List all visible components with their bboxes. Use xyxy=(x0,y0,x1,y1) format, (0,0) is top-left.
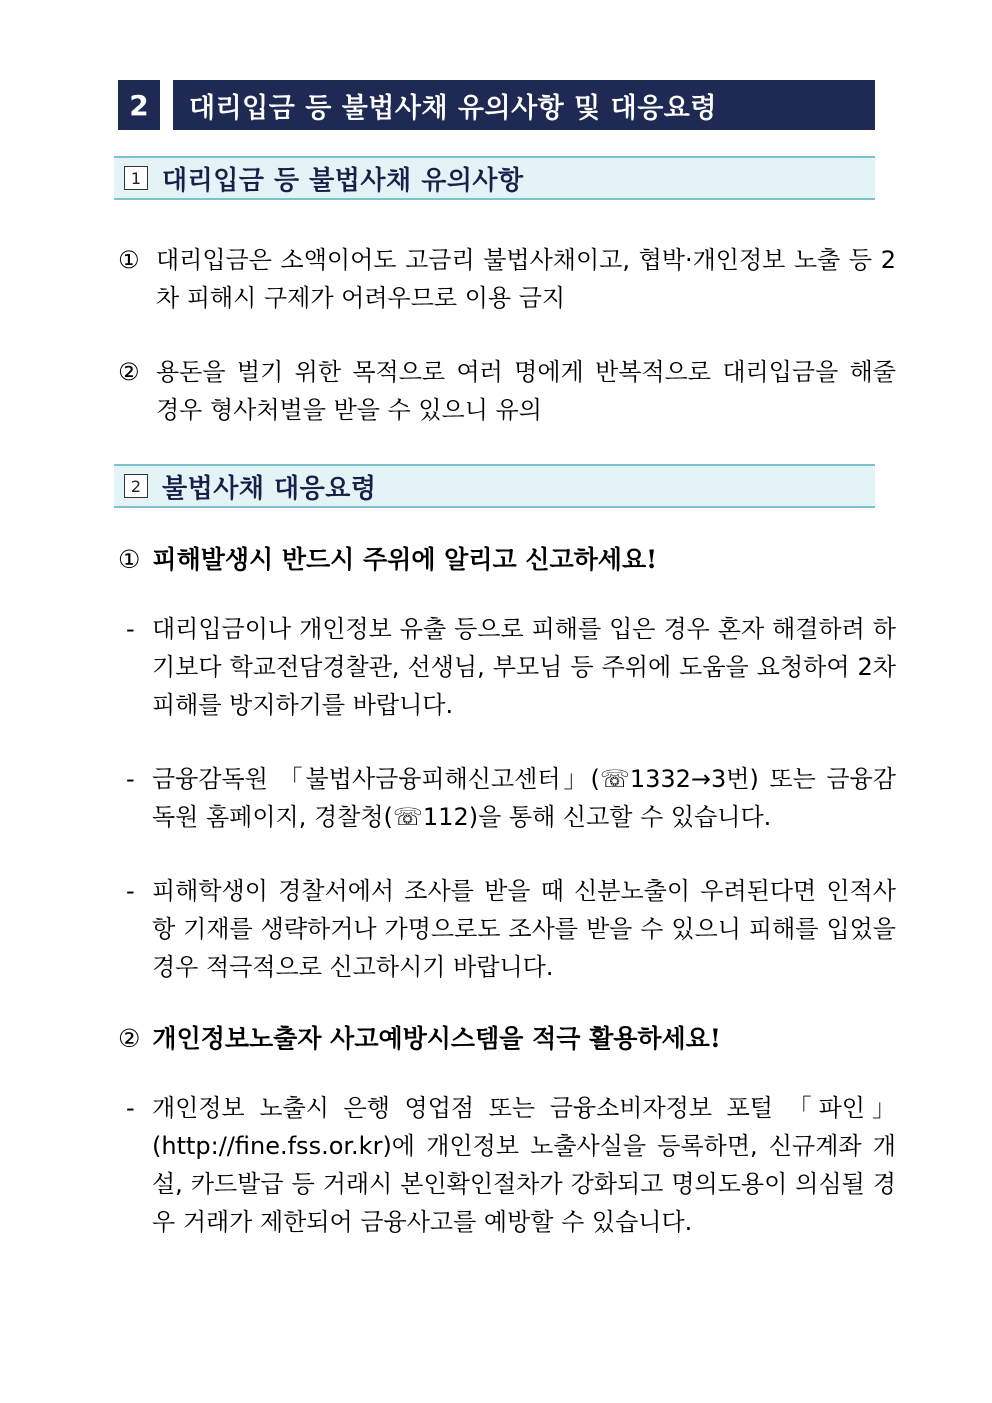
subsection-title-1: 대리입금 등 불법사채 유의사항 xyxy=(162,165,524,196)
subsection-header-1 xyxy=(114,156,875,200)
caution-item-1 xyxy=(118,241,896,317)
bullet-text: 피해학생이 경찰서에서 조사를 받을 때 신분노출이 우려된다면 인적사항 기재를 생략하거나 가명으로도 조사를 받을 수 있으니 피해를 입었을 경우 적극적으로 신고하시기 바랍니다. xyxy=(152,877,896,981)
response-heading-2 xyxy=(118,1020,896,1058)
bullet-dash: - xyxy=(126,615,135,643)
bullet-text: 금융감독원 「불법사금융피해신고센터」(☏1332→3번) 또는 금융감독원 홈페이지, 경찰청(☏112)을 통해 신고할 수 있습니다. xyxy=(152,765,896,831)
heading-mark: ① xyxy=(118,545,141,574)
response-bullet-4 xyxy=(126,1089,896,1241)
subsection-title-2: 불법사채 대응요령 xyxy=(162,473,377,504)
heading-text: 피해발생시 반드시 주위에 알리고 신고하세요! xyxy=(152,545,658,574)
section-header xyxy=(118,80,875,130)
response-heading-1 xyxy=(118,541,896,579)
bullet-text: 대리입금이나 개인정보 유출 등으로 피해를 입은 경우 혼자 해결하려 하기보다 학교전담경찰관, 선생님, 부모님 등 주위에 도움을 요청하여 2차 피해를 방지하기를 바랍니다. xyxy=(152,615,896,719)
subsection-header-2 xyxy=(114,464,875,508)
item-text: 용돈을 벌기 위한 목적으로 여러 명에게 반복적으로 대리입금을 해줄 경우 형사처벌을 받을 수 있으니 유의 xyxy=(156,358,896,424)
response-bullet-2 xyxy=(126,760,896,836)
item-mark: ① xyxy=(118,246,140,274)
bullet-text: 개인정보 노출시 은행 영업점 또는 금융소비자정보 포털 「파인」(http://fine.fss.or.kr)에 개인정보 노출사실을 등록하면, 신규계좌 개설, 카드발급 등 거래시 본인확인절차가 강화되고 명의도용이 의심될 경우 거래가 제한되어 금융사고를 예방할 수 있습니다. xyxy=(152,1094,896,1236)
bullet-dash: - xyxy=(126,877,135,905)
response-bullet-1 xyxy=(126,610,896,724)
heading-mark: ② xyxy=(118,1024,141,1053)
subsection-number-1: 1 xyxy=(124,166,148,190)
section-number: 2 xyxy=(118,80,160,130)
heading-text: 개인정보노출자 사고예방시스템을 적극 활용하세요! xyxy=(152,1024,721,1053)
response-bullet-3 xyxy=(126,872,896,986)
bullet-dash: - xyxy=(126,1094,135,1122)
bullet-dash: - xyxy=(126,765,135,793)
subsection-number-2: 2 xyxy=(124,474,148,498)
item-text: 대리입금은 소액이어도 고금리 불법사채이고, 협박·개인정보 노출 등 2차 피해시 구제가 어려우므로 이용 금지 xyxy=(156,246,896,312)
section-title: 대리입금 등 불법사채 유의사항 및 대응요령 xyxy=(173,80,875,130)
caution-item-2 xyxy=(118,353,896,429)
item-mark: ② xyxy=(118,358,140,386)
